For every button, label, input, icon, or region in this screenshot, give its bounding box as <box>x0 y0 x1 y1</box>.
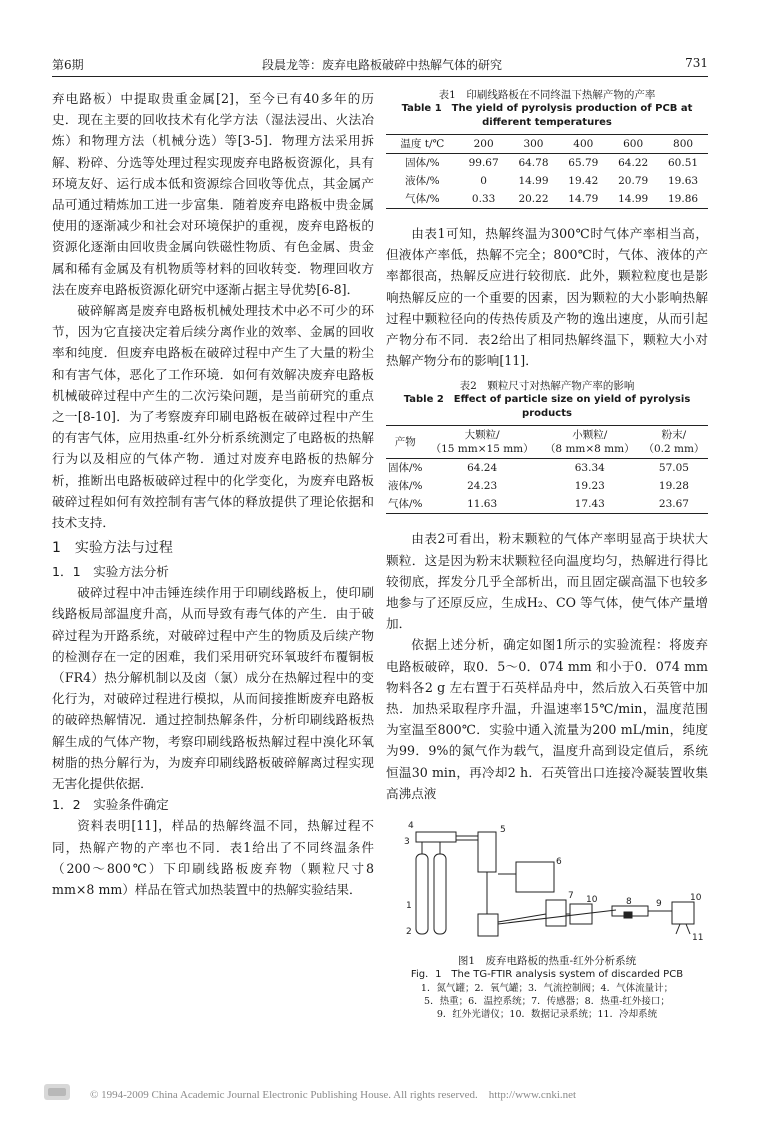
table2-caption-en: Table 2 Effect of particle size on yield of pyrolysis products <box>403 394 691 420</box>
figure1-diagram <box>386 814 708 954</box>
publisher-logo-icon <box>42 1080 72 1104</box>
table-cell: 64.22 <box>618 157 649 169</box>
table-cell: 19.42 <box>568 175 599 187</box>
table-cell: 64.24 <box>467 462 498 475</box>
figure1-legend-line: 9．红外光谱仪；10．数据记录系统；11．冷却系统 <box>436 1009 658 1021</box>
table-cell: 24.23 <box>467 480 498 493</box>
figure-label: 5 <box>500 825 506 836</box>
figure-label: 8 <box>626 897 632 908</box>
table-header-cell: 600 <box>608 135 658 154</box>
table-header-row <box>386 426 708 459</box>
left-column <box>52 88 374 900</box>
figure-label: 7 <box>568 891 574 902</box>
tg-unit-shape <box>478 832 496 872</box>
figure-label: 3 <box>404 837 410 848</box>
table-row <box>386 477 708 495</box>
table-header-cell: 800 <box>658 135 708 154</box>
table-row <box>386 190 708 209</box>
table-cell: 气体/% <box>386 190 459 209</box>
table-cell: 19.28 <box>658 480 689 493</box>
copyright-notice: © 1994-2009 China Academic Journal Electronic Publishing House. All rights reserved. http://www.cnki.net <box>90 1089 577 1101</box>
nitrogen-tank-shape <box>416 854 428 934</box>
paragraph: 依据上述分析，确定如图1所示的实验流程：将废弃电路板破碎，取0．5～0．074 mm 和小于0．074 mm 物料各2 g 左右置于石英样品舟中，然后放入石英管中加热．加热采取程序升温，升温速率15℃/min，温度范围为室温至800℃．实验中通入流量为200 mL/min，纯度为99．9%的氮气作为载气，温度升高到设定值后，系统恒温30 min，再冷却2 h．石英管出口连接冷凝装置收集高沸点液 <box>386 637 708 801</box>
figure-label: 2 <box>406 927 412 938</box>
figure-label: 4 <box>408 821 414 832</box>
table-cell: 固体/% <box>388 462 423 475</box>
table-row <box>386 459 708 478</box>
subsection-heading: 1．1 实验方法分析 <box>52 564 169 580</box>
table-row <box>386 154 708 173</box>
apparatus-schematic <box>386 814 708 954</box>
table-header-cell: 300 <box>509 135 559 154</box>
figure1-legend-line: 5．热重；6．温控系统；7．传感器；8．热重-红外接口； <box>424 996 670 1008</box>
section-heading: 1 实验方法与过程 <box>52 540 173 557</box>
table-header-cell: 产物 <box>386 426 425 459</box>
table-cell: 20.79 <box>618 175 649 187</box>
figure1-caption-cn: 图1 废弃电路板的热重-红外分析系统 <box>457 955 637 968</box>
table-header-cell: 400 <box>558 135 608 154</box>
header-rule <box>52 76 708 77</box>
right-column <box>386 88 708 1021</box>
table-cell: 19.23 <box>574 480 605 493</box>
valve-block-shape <box>416 832 456 842</box>
running-title: 段晨龙等：废弃电路板破碎中热解气体的研究 <box>262 58 503 72</box>
table-header-cell: 大颗粒/ （15 mm×15 mm） <box>425 426 540 459</box>
page-footer <box>42 1086 722 1106</box>
table-cell: 17.43 <box>540 495 640 514</box>
table-cell: 65.79 <box>568 157 599 169</box>
paragraph: 由表1可知，热解终温为300℃时气体产率相当高，但液体产率低，热解不完全；800℃时，气体、液体的产率都很高，热解反应进行较彻底．此外，颗粒粒度也是影响热解反应的一个重要的因素，因为颗粒的大小影响热解过程中颗粒径向的传热传质及产物的逸出速度，从而引起产物分布不同．表2给出了相同热解终温下，颗粒大小对热解产物分布的影响[11]． <box>386 226 708 369</box>
table-cell: 气体/% <box>386 495 425 514</box>
figure-label: 10 <box>690 893 702 904</box>
page-header <box>52 56 708 76</box>
figure1-legend-line: 1．氮气罐；2．氧气罐；3．气流控制阀；4．气体流量计； <box>420 983 674 995</box>
page-number: 731 <box>685 56 708 70</box>
oxygen-tank-shape <box>434 854 446 934</box>
table-row <box>386 172 708 190</box>
table-row <box>386 495 708 514</box>
table-cell: 0.33 <box>459 190 509 209</box>
table-cell: 19.63 <box>668 175 699 187</box>
figure1-caption-en: Fig．1 The TG-FTIR analysis system of discarded PCB <box>410 969 684 981</box>
table-header-cell: 200 <box>459 135 509 154</box>
table-cell: 99.67 <box>468 157 499 169</box>
sensor-shape <box>546 900 566 926</box>
table-cell: 23.67 <box>640 495 708 514</box>
table-cell: 14.99 <box>608 190 658 209</box>
paragraph: 弃电路板）中提取贵重金属[2]，至今已有40多年的历史．现在主要的回收技术有化学方法（湿法浸出、火法冶炼）和物理方法（机械分选）等[3-5]．物理方法采用拆解、粉碎、分选等处理过程实现废弃电路板资源化，具有环境友好、运行成本低和资源综合回收等优点，其金属产品可通过精炼加工进一步富集．随着废弃电路板中贵金属使用的逐渐减少和社会对环境保护的重视，废弃电路板的资源化逐渐由回收贵金属向铁磁性物质、有色金属、贵金属和稀有金属及有机物质等材料的回收转变．物理回收方法在废弃电路板资源化研究中逐渐占据主导优势[6-8]． <box>52 91 374 297</box>
table2-caption-cn: 表2 颗粒尺寸对热解产物产率的影响 <box>459 380 635 393</box>
table-cell: 60.51 <box>668 157 699 169</box>
table-header-cell: 粉末/ （0.2 mm） <box>640 426 708 459</box>
tg-furnace-shape <box>478 914 498 936</box>
table-cell: 14.79 <box>558 190 608 209</box>
figure-label: 11 <box>692 933 704 944</box>
figure-label: 6 <box>556 857 562 868</box>
paragraph: 破碎解离是废弃电路板机械处理技术中必不可少的环节，因为它直接决定着后续分离作业的效率、金属的回收率和纯度．但废弃电路板在破碎过程中产生了大量的粉尘和有害气体，恶化了工作环境．如何有效解决废弃电路板机械破碎过程中产生的二次污染问题，是当前研究的重点之一[8-10]．为了考察废弃印刷电路板在破碎过程中产生的有害气体，应用热重-红外分析系统测定了电路板的热解行为以及相应的气体产物．通过对废弃电路板的热解分析，推断出电路板破碎过程中的化学变化，为废弃电路板破碎过程如何有效控制有害气体的释放提供了理论依据和技术支持． <box>52 303 374 531</box>
table-header-row <box>386 135 708 154</box>
table1-caption-en: Table 1 The yield of pyrolysis production of PCB at different temperatures <box>401 103 693 128</box>
table-header-cell: 小颗粒/ （8 mm×8 mm） <box>540 426 640 459</box>
table-cell: 0 <box>480 175 487 187</box>
figure-label: 10 <box>586 895 598 906</box>
table1-caption-cn: 表1 印刷线路板在不同终温下热解产物的产率 <box>438 89 656 101</box>
figure-label: 1 <box>406 901 412 912</box>
journal-issue: 第6期 <box>52 58 84 72</box>
table-cell: 液体/% <box>388 480 423 493</box>
table-header-cell: 温度 t/℃ <box>386 135 459 154</box>
paragraph: 资料表明[11]，样品的热解终温不同，热解过程不同，热解产物的产率也不同．表1给出了不同终温条件（200～800℃）下印刷线路板废弃物（颗粒尺寸8 mm×8 mm）样品在管式加热装置中的热解实验结果． <box>52 818 374 897</box>
table-cell: 14.99 <box>518 175 549 187</box>
subsection-heading: 1．2 实验条件确定 <box>52 797 169 813</box>
paragraph: 破碎过程中冲击锤连续作用于印刷线路板上，使印刷线路板局部温度升高，从而导致有毒气体的产生．由于破碎过程为开路系统，对破碎过程中产生的物质及后续产物的检测存在一定的困难，我们采用研究环氧玻纤布覆铜板（FR4）热分解机制以及卤（氯）成分在热解过程中的变化行为，对破碎过程进行模拟，从而间接推断废弃电路板的破碎热解情况．通过控制热解条件，分析印刷线路板热解生成的气体产物，考察印刷线路板热解过程中溴化环氧树脂的热分解行为，为废弃印刷线路板破碎解离过程实现无害化提供依据． <box>52 585 374 792</box>
table-cell: 63.34 <box>574 462 605 475</box>
table-cell: 固体/% <box>405 157 440 169</box>
table-cell: 11.63 <box>425 495 540 514</box>
table2 <box>386 425 708 514</box>
temp-control-shape <box>516 862 554 892</box>
ir-spectrometer-shape <box>672 902 694 924</box>
table-cell: 20.22 <box>509 190 559 209</box>
table-cell: 64.78 <box>518 157 549 169</box>
table-cell: 19.86 <box>658 190 708 209</box>
table-cell: 液体/% <box>405 175 440 187</box>
paragraph: 由表2可看出，粉末颗粒的气体产率明显高于块状大颗粒．这是因为粉末状颗粒径向温度均匀，热解进行得比较彻底，挥发分几乎全部析出，而且固定碳高温下也较多地参与了还原反应，生成H₂、CO 等气体，使气体产量增加． <box>386 531 708 632</box>
table1 <box>386 134 708 209</box>
figure-label: 9 <box>656 899 662 910</box>
table-cell: 57.05 <box>658 462 689 475</box>
